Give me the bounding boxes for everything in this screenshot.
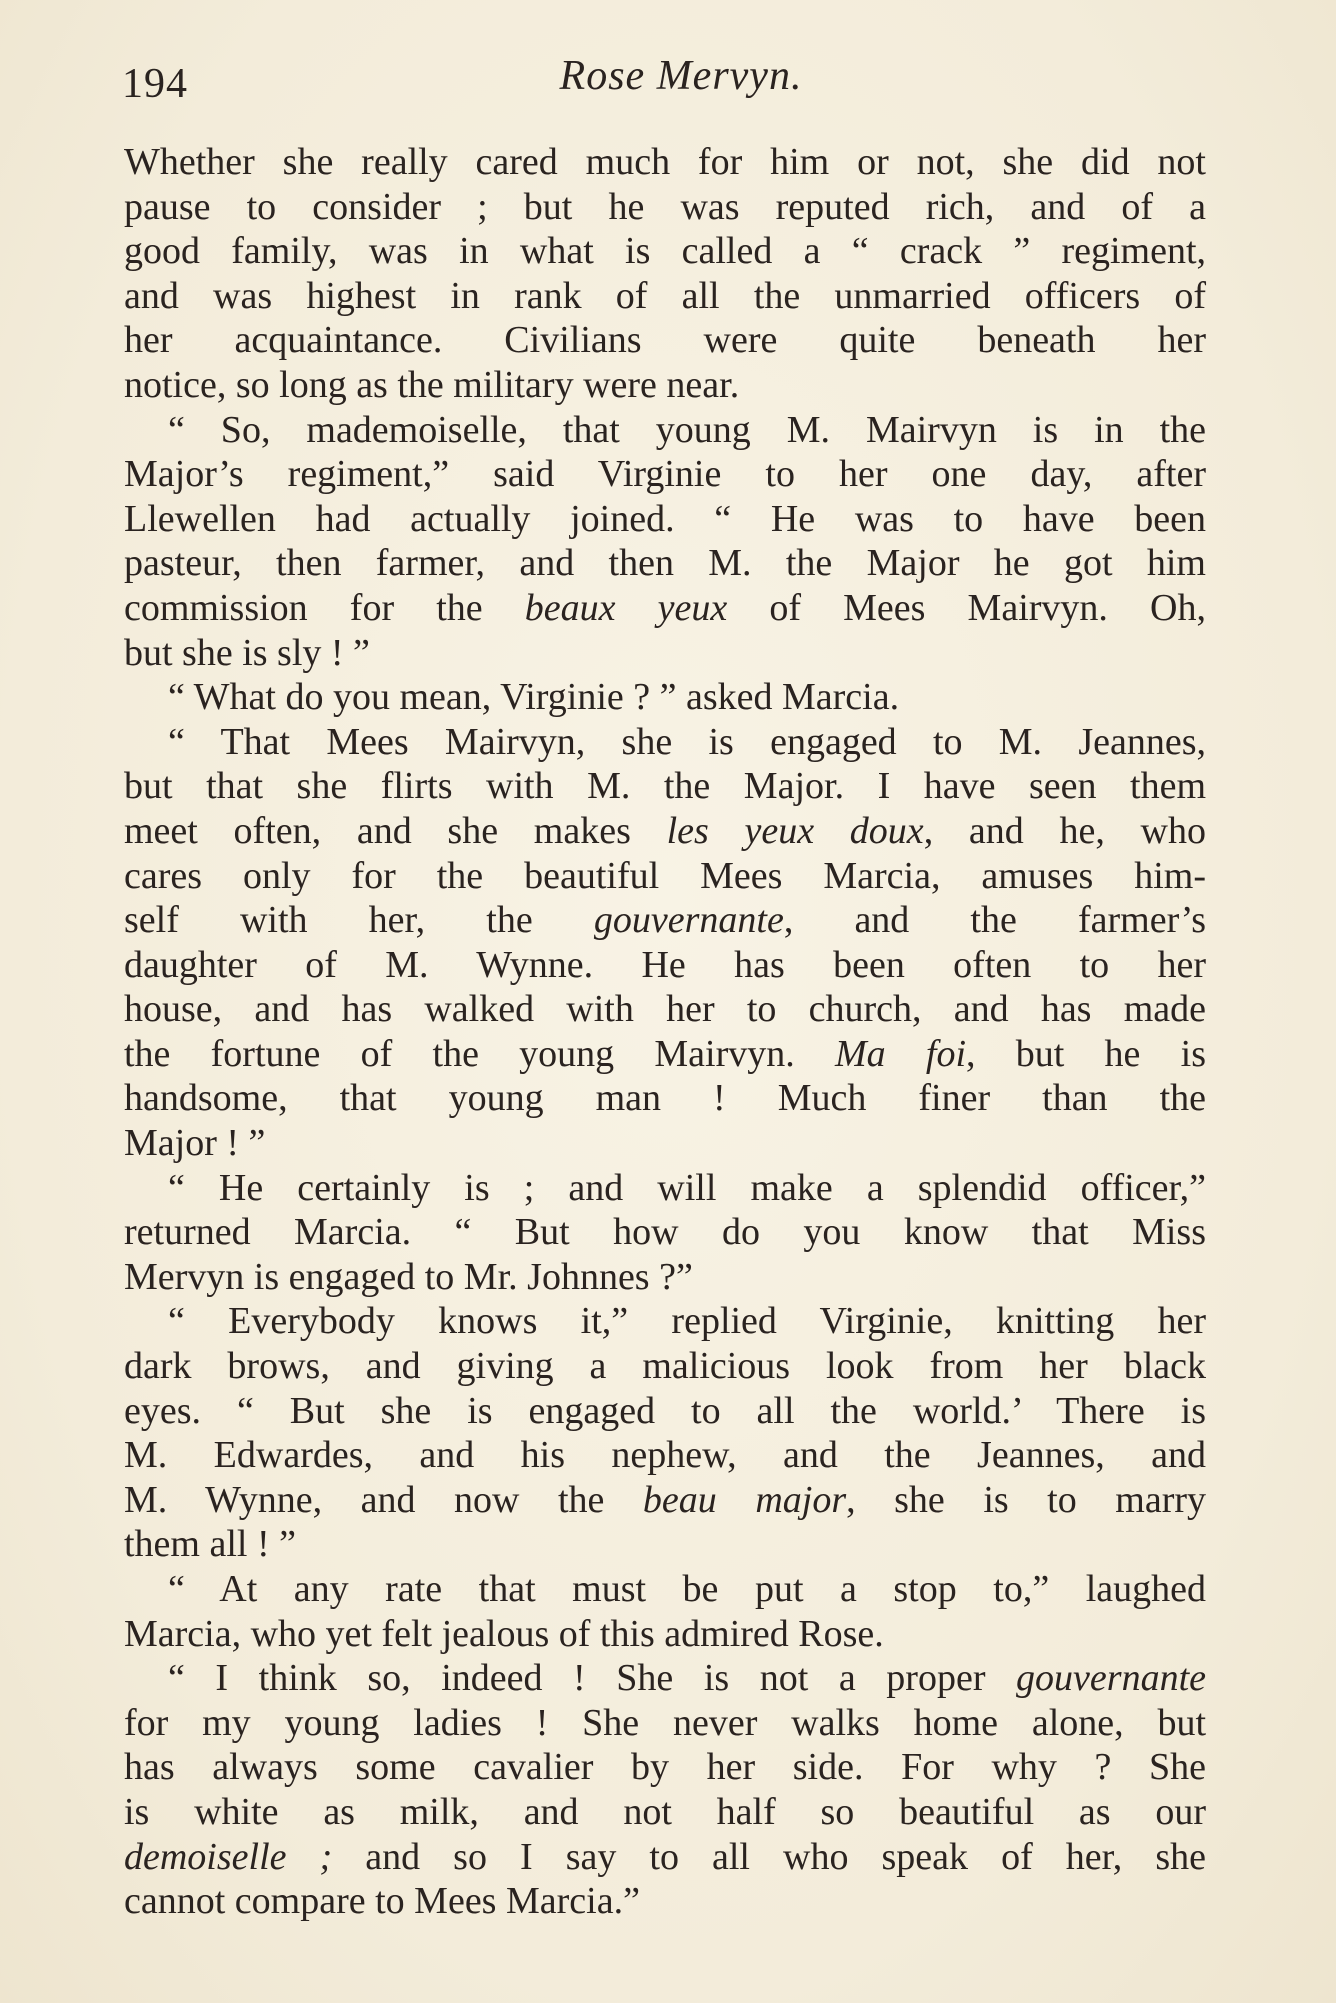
- italic-phrase: beaux yeux: [524, 586, 728, 629]
- text-line: pause to consider ; but he was reputed rich, and of a: [124, 185, 1206, 228]
- text-run: , but he is: [966, 1032, 1206, 1075]
- text-line: but she is sly ! ”: [124, 631, 370, 674]
- italic-phrase: beau major: [642, 1478, 847, 1521]
- body-text: [124, 140, 1206, 1924]
- text-line: “ So, mademoiselle, that young M. Mairvyn is in the: [168, 408, 1206, 451]
- text-line: house, and has walked with her to church, and has made: [124, 988, 1206, 1031]
- text-line: Mervyn is engaged to Mr. Johnnes ?”: [124, 1255, 693, 1298]
- text-line: “ That Mees Mairvyn, she is engaged to M. Jeannes,: [168, 720, 1206, 763]
- italic-phrase: gouvernante: [593, 899, 784, 942]
- text-line: for my young ladies ! She never walks home alone, but: [124, 1701, 1206, 1744]
- text-line: “ What do you mean, Virginie ? ” asked Marcia.: [168, 676, 900, 719]
- text-run: and so I say to all who speak of her, she: [332, 1835, 1206, 1878]
- text-run: of Mees Mairvyn. Oh,: [727, 586, 1206, 629]
- text-line: dark brows, and giving a malicious look from her black: [124, 1345, 1206, 1388]
- text-line: cares only for the beautiful Mees Marcia, amuses him-: [124, 854, 1206, 897]
- text-run: , she is to marry: [846, 1478, 1206, 1521]
- text-line: eyes. “ But she is engaged to all the world.’ There is: [124, 1389, 1206, 1432]
- text-line: [124, 1478, 1206, 1523]
- text-line: returned Marcia. “ But how do you know that Miss: [124, 1211, 1206, 1254]
- italic-phrase: Ma foi: [835, 1032, 967, 1075]
- text-line: Whether she really cared much for him or not, she did not: [124, 141, 1206, 183]
- text-line: “ At any rate that must be put a stop to,” laughed: [168, 1568, 1206, 1610]
- text-line: is white as milk, and not half so beautiful as our: [124, 1790, 1206, 1833]
- text-line: Major ! ”: [124, 1122, 266, 1165]
- italic-phrase: gouvernante: [1016, 1657, 1206, 1700]
- text-line: good family, was in what is called a “ crack ” regiment,: [124, 230, 1206, 273]
- text-run: “ I think so, indeed ! She is not a proper: [168, 1657, 1017, 1700]
- text-line: but that she flirts with M. the Major. I have seen them: [124, 765, 1206, 808]
- text-run: , and he, who: [923, 809, 1206, 852]
- text-line: her acquaintance. Civilians were quite beneath her: [124, 319, 1206, 362]
- text-line: notice, so long as the military were near.: [124, 363, 740, 406]
- text-line: [124, 809, 1206, 854]
- text-line: [124, 898, 1206, 943]
- italic-phrase: demoiselle ;: [124, 1835, 333, 1878]
- text-line: [124, 586, 1206, 631]
- page-number: 194: [122, 61, 188, 107]
- text-line: has always some cavalier by her side. For why ? She: [124, 1746, 1206, 1789]
- text-line: M. Edwardes, and his nephew, and the Jeannes, and: [124, 1434, 1206, 1477]
- text-line: “ He certainly is ; and will make a splendid officer,”: [168, 1166, 1206, 1209]
- text-line: daughter of M. Wynne. He has been often to her: [124, 943, 1206, 986]
- text-line: pasteur, then farmer, and then M. the Major he got him: [124, 542, 1206, 585]
- text-line: them all ! ”: [124, 1523, 296, 1566]
- text-run: the fortune of the young Mairvyn.: [124, 1032, 835, 1075]
- italic-phrase: les yeux doux: [666, 809, 924, 852]
- text-line: handsome, that young man ! Much finer than the: [124, 1077, 1206, 1120]
- text-line: Major’s regiment,” said Virginie to her one day, after: [124, 453, 1206, 496]
- text-run: , and the farmer’s: [783, 899, 1206, 942]
- text-run: M. Wynne, and now the: [124, 1478, 643, 1521]
- text-line: and was highest in rank of all the unmarried officers of: [124, 274, 1206, 317]
- text-line: cannot compare to Mees Marcia.”: [124, 1880, 640, 1923]
- text-run: self with her, the: [124, 899, 594, 942]
- text-run: meet often, and she makes: [124, 809, 667, 852]
- text-line: [124, 1835, 1206, 1880]
- text-line: Marcia, who yet felt jealous of this admired Rose.: [124, 1612, 884, 1655]
- text-line: [124, 1032, 1206, 1077]
- text-line: [124, 1656, 1206, 1701]
- text-line: Llewellen had actually joined. “ He was to have been: [124, 497, 1206, 540]
- running-title: Rose Mervyn.: [559, 53, 803, 99]
- text-line: “ Everybody knows it,” replied Virginie, knitting her: [168, 1300, 1206, 1343]
- text-run: commission for the: [124, 586, 525, 629]
- page-header: [122, 52, 1210, 112]
